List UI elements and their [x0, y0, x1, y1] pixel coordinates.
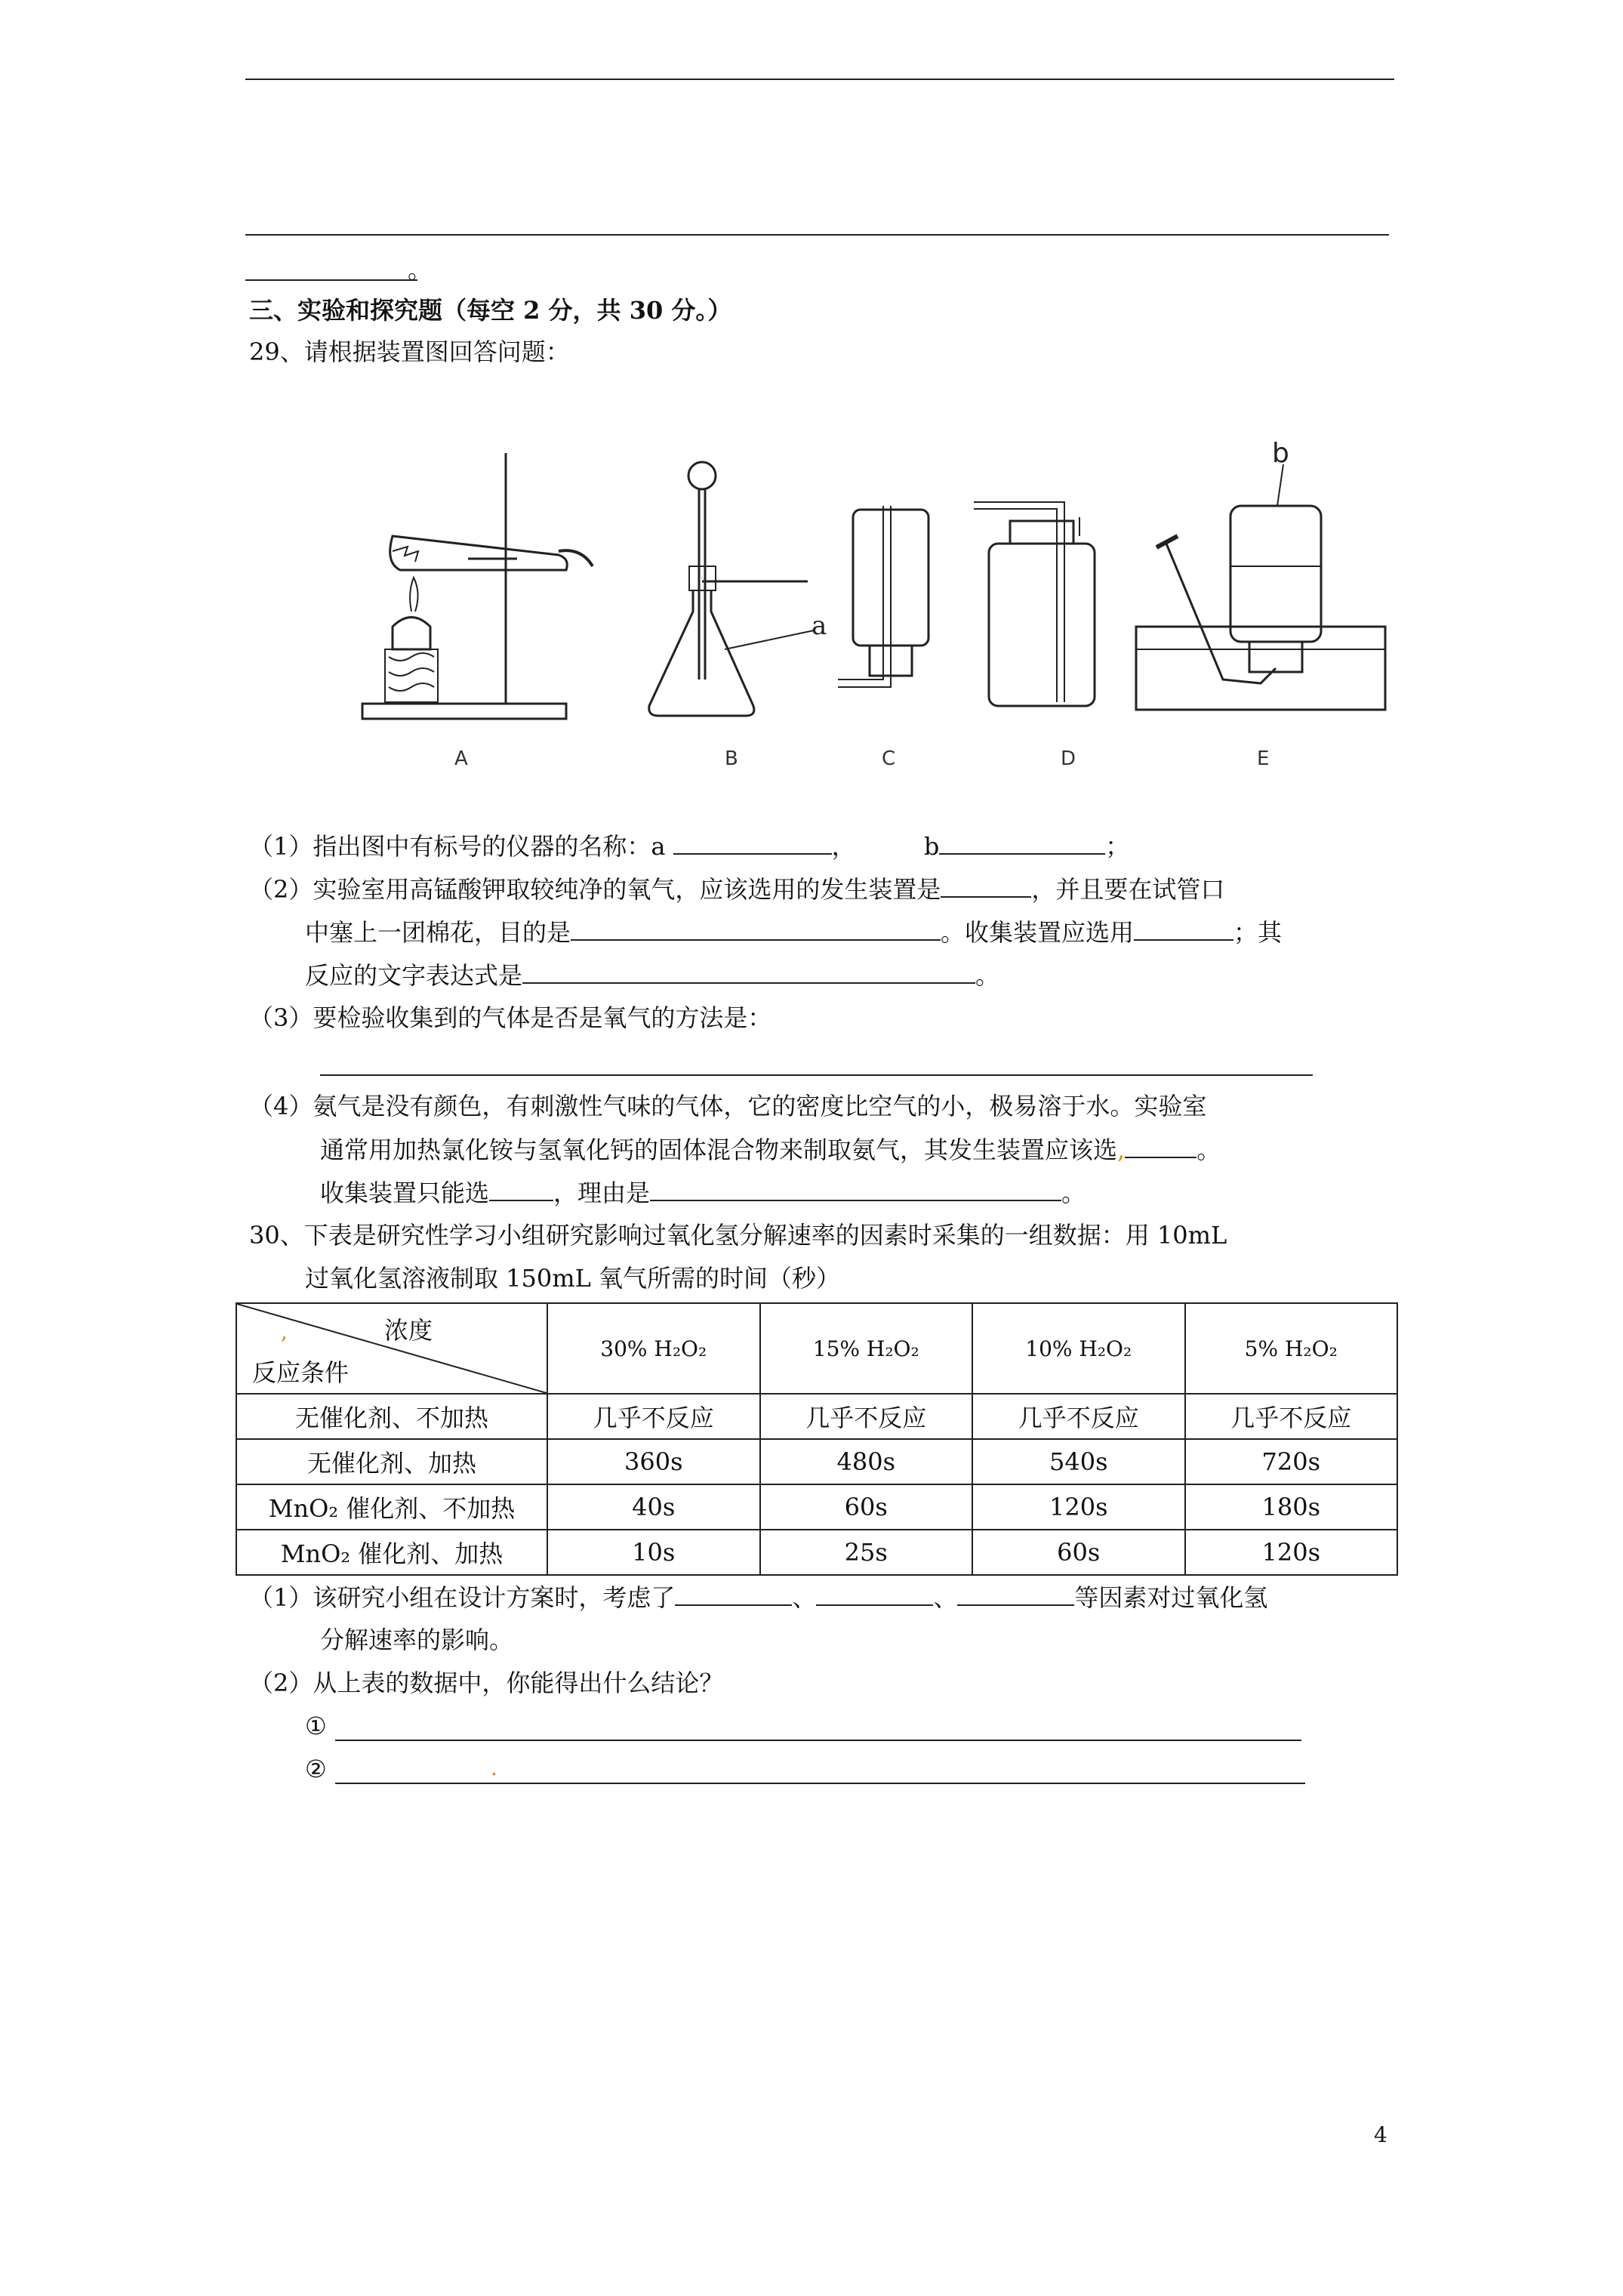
blank-reason[interactable]: [650, 1177, 1061, 1201]
blank-conclusion-2[interactable]: [335, 1783, 1305, 1784]
q29-part2-line1: （2）实验室用高锰酸钾取较纯净的氧气，应该选用的发生装置是 ，并且要在试管口: [249, 875, 1225, 904]
corner-top-label: 浓度: [384, 1316, 433, 1345]
table-cell: 360s: [547, 1439, 760, 1484]
row-condition: MnO₂ 催化剂、加热: [236, 1530, 547, 1575]
q30-part2-prompt: （2）从上表的数据中，你能得出什么结论？: [249, 1669, 724, 1697]
table-row: [236, 1439, 1397, 1484]
table-cell: 几乎不反应: [760, 1394, 973, 1439]
answer-line-end: 。: [408, 255, 433, 284]
table-cell: 60s: [760, 1484, 973, 1530]
q29-part1: （1）指出图中有标号的仪器的名称：a ， b ；: [249, 832, 1130, 861]
q29-part4-line2: 通常用加热氯化铵与氢氧化钙的固体混合物来制取氨气，其发生装置应该选, 。: [320, 1136, 1221, 1164]
column-header: 15% H₂O₂: [760, 1303, 973, 1394]
blank-factor-2[interactable]: [816, 1582, 933, 1606]
row-condition: MnO₂ 催化剂、不加热: [236, 1484, 547, 1530]
blank-test-method[interactable]: [320, 1074, 1313, 1076]
column-header: 10% H₂O₂: [972, 1303, 1185, 1394]
q29-part4-line3: 收集装置只能选 ，理由是 。: [320, 1179, 1086, 1207]
q29-part2-line2: 中塞上一团棉花，目的是 。收集装置应选用 ；其: [305, 918, 1283, 947]
q30-intro-line1: 30、下表是研究性学习小组研究影响过氧化氢分解速率的因素时采集的一组数据：用 10mL: [249, 1221, 1227, 1250]
apparatus-label-b: B: [725, 747, 738, 770]
blank-equation[interactable]: [522, 960, 975, 984]
section-title: 三、实验和探究题（每空 2 分，共 30 分。）: [249, 296, 732, 325]
conclusion-1-label: ①: [305, 1712, 327, 1740]
table-cell: 480s: [760, 1439, 973, 1484]
row-condition: 无催化剂、加热: [236, 1439, 547, 1484]
column-header: 5% H₂O₂: [1185, 1303, 1398, 1394]
table-row: [236, 1394, 1397, 1439]
blank-ammonia-collector[interactable]: [489, 1177, 553, 1201]
q30-intro-line2: 过氧化氢溶液制取 150mL 氧气所需的时间（秒）: [305, 1264, 841, 1293]
svg-text:a: a: [812, 611, 827, 641]
table-header-row: [236, 1303, 1397, 1394]
corner-bottom-label: 反应条件: [252, 1358, 350, 1387]
table-cell: 180s: [1185, 1484, 1398, 1530]
table-row: [236, 1530, 1397, 1575]
conclusion-2-label: ②: [305, 1755, 327, 1783]
apparatus-figure: [355, 423, 1412, 785]
table-cell: 720s: [1185, 1439, 1398, 1484]
apparatus-label-a: A: [454, 747, 468, 770]
header-rule: [245, 79, 1394, 80]
blank-b[interactable]: [939, 831, 1105, 855]
table-row: [236, 1484, 1397, 1530]
apparatus-label-d: D: [1061, 747, 1076, 770]
blank-collector[interactable]: [1134, 917, 1233, 941]
apparatus-label-c: C: [882, 747, 896, 770]
blank-factor-3[interactable]: [957, 1582, 1074, 1606]
table-cell: 120s: [1185, 1530, 1398, 1575]
apparatus-d-drawing: [974, 502, 1095, 706]
table-cell: 几乎不反应: [1185, 1394, 1398, 1439]
table-cell: 几乎不反应: [547, 1394, 760, 1439]
row-condition: 无催化剂、不加热: [236, 1394, 547, 1439]
q29-part3: （3）要检验收集到的气体是否是氧气的方法是：: [249, 1003, 772, 1032]
h2o2-data-table: [236, 1302, 1398, 1576]
page-number: 4: [1374, 2122, 1387, 2147]
q29-part4-line1: （4）氨气是没有颜色，有刺激性气味的气体，它的密度比空气的小，极易溶于水。实验室: [249, 1092, 1207, 1120]
q30-part1-line2: 分解速率的影响。: [320, 1626, 514, 1654]
apparatus-c-drawing: [838, 506, 929, 687]
apparatus-e-drawing: [1136, 438, 1385, 710]
column-header: 30% H₂O₂: [547, 1303, 760, 1394]
apparatus-a-drawing: [362, 453, 593, 719]
table-cell: 60s: [972, 1530, 1185, 1575]
blank-factor-1[interactable]: [675, 1582, 792, 1606]
apparatus-b-drawing: [649, 462, 827, 716]
table-cell: 25s: [760, 1530, 973, 1575]
answer-line: [245, 279, 417, 281]
q30-part1-line1: （1）该研究小组在设计方案时，考虑了 、 、 等因素对过氧化氢: [249, 1583, 1268, 1612]
table-cell: 几乎不反应: [972, 1394, 1185, 1439]
blank-conclusion-1[interactable]: [335, 1740, 1301, 1741]
blank-ammonia-generator[interactable]: [1125, 1134, 1196, 1158]
table-cell: 540s: [972, 1439, 1185, 1484]
table-cell: 40s: [547, 1484, 760, 1530]
table-cell: 10s: [547, 1530, 760, 1575]
apparatus-label-e: E: [1257, 747, 1270, 770]
answer-line: [245, 234, 1389, 236]
svg-text:b: b: [1272, 438, 1289, 469]
blank-purpose[interactable]: [571, 917, 941, 941]
table-corner-cell: 浓度 , 反应条件: [236, 1303, 547, 1394]
blank-a[interactable]: [673, 831, 832, 855]
blank-generator[interactable]: [941, 874, 1031, 898]
q29-part2-line3: 反应的文字表达式是 。: [305, 961, 1000, 990]
question-29-prompt: 29、请根据装置图回答问题：: [249, 337, 570, 366]
table-cell: 120s: [972, 1484, 1185, 1530]
